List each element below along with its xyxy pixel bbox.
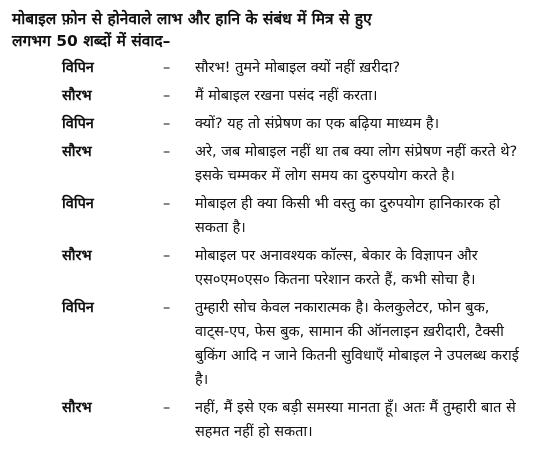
dash-separator: – [163, 116, 171, 132]
heading-line-2: लगभग 50 शब्दों में संवाद– [12, 32, 171, 50]
speaker-name: विपिन [62, 196, 94, 212]
dash-separator: – [163, 88, 171, 104]
speaker-name: विपिन [62, 60, 94, 76]
dialogue-row [12, 84, 534, 108]
dialogue-text: मोबाइल ही क्या किसी भी वस्तु का दुरुपयोग हानिकारक हो सकता है। [195, 196, 501, 236]
dialogue-text: अरे, जब मोबाइल नहीं था तब क्या लोग संप्रेषण नहीं करते थे? इसके चम्मकर में लोग समय का दुरुपयोग करते है। [195, 144, 518, 184]
dialogue-row [12, 56, 534, 80]
dialogue-row [12, 244, 534, 292]
dialogue-text: नहीं, मैं इसे एक बड़ी समस्या मानता हूँ। अतः मैं तुम्हारी बात से सहमत नहीं हो सकता। [195, 400, 516, 440]
dialogue-row [12, 296, 534, 392]
dash-separator: – [163, 300, 171, 316]
heading-line-1: मोबाइल फ़ोन से होनेवाले लाभ और हानि के संबंध में मित्र से हुए [12, 10, 372, 28]
dialogue-row [12, 192, 534, 240]
dash-separator: – [163, 144, 171, 160]
speaker-name: सौरभ [62, 144, 92, 160]
dialogue-text: क्यों? यह तो संप्रेषण का एक बढ़िया माध्यम है। [195, 116, 440, 132]
dash-separator: – [163, 60, 171, 76]
speaker-name: सौरभ [62, 400, 92, 416]
dialogue-row [12, 140, 534, 188]
dash-separator: – [163, 196, 171, 212]
dialogue-text: मैं मोबाइल रखना पसंद नहीं करता। [195, 88, 378, 104]
dialogue-list [12, 56, 534, 444]
dialogue-text: सौरभ! तुमने मोबाइल क्यों नहीं ख़रीदा? [195, 60, 401, 76]
dash-separator: – [163, 400, 171, 416]
speaker-name: विपिन [62, 300, 94, 316]
dash-separator: – [163, 248, 171, 264]
dialogue-text: मोबाइल पर अनावश्यक कॉल्स, बेकार के विज्ञापन और एस०एम०एस० कितना परेशान करते हैं, कभी सोचा है। [195, 248, 478, 288]
speaker-name: विपिन [62, 116, 94, 132]
dialogue-row [12, 396, 534, 444]
dialogue-text: तुम्हारी सोच केवल नकारात्मक है। केलकुलेटर, फोन बुक, वाट्स-एप, फेस बुक, सामान की ऑनलाइन ख़रीदारी, टैक्सी बुकिंग आदि न जाने कितनी सुविधाएँ मोबाइल ने उपलब्ध कराई है। [195, 300, 519, 388]
dialogue-row [12, 112, 534, 136]
speaker-name: सौरभ [62, 248, 92, 264]
speaker-name: सौरभ [62, 88, 92, 104]
